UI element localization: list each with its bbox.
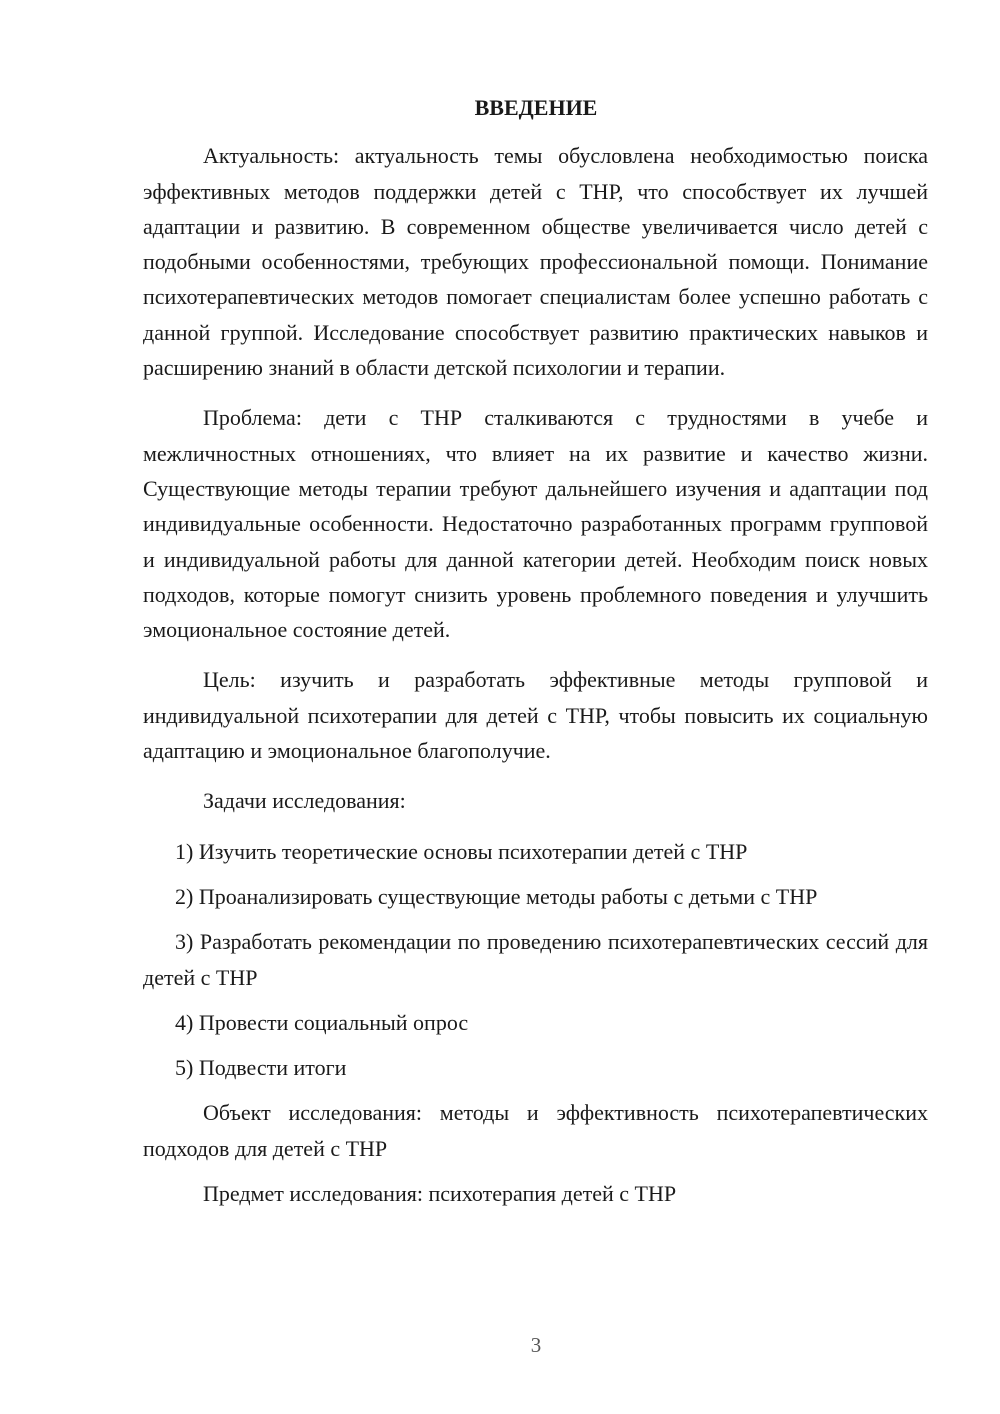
task-item: 4) Провести социальный опрос: [175, 1009, 469, 1035]
task-item: 5) Подвести итоги: [175, 1055, 347, 1081]
problem-paragraph: Проблема: дети с ТНР сталкиваются с трудностями в учебе и межличностных отношениях, что влияет на их развитие и качество жизни. Существующие методы терапии требуют дальнейшего изучения и адаптации под индивидуальные особенности. Недостаточно разработанных программ групповой и индивидуальной работы для данной категории детей. Необходим поиск новых подходов, которые помогут снизить уровень проблемного поведения и улучшить эмоциональное состояние детей.: [143, 405, 928, 643]
page-title: ВВЕДЕНИЕ: [474, 95, 598, 120]
research-subject-paragraph: Предмет исследования: психотерапия детей с ТНР: [203, 1181, 677, 1207]
tasks-heading: Задачи исследования:: [203, 788, 406, 814]
research-object-paragraph: Объект исследования: методы и эффективность психотерапевтических подходов для детей с ТНР: [143, 1100, 928, 1161]
task-item: 1) Изучить теоретические основы психотерапии детей с ТНР: [175, 838, 748, 864]
page-content: [143, 90, 928, 1211]
relevance-paragraph: Актуальность: актуальность темы обусловлена необходимостью поиска эффективных методов поддержки детей с ТНР, что способствует их лучшей адаптации и развитию. В современном обществе увеличивается число детей с подобными особенностями, требующих профессиональной помощи. Понимание психотерапевтических методов помогает специалистам более успешно работать с данной группой. Исследование способствует развитию практических навыков и расширению знаний в области детской психологии и терапии.: [143, 143, 928, 381]
task-item: 2) Проанализировать существующие методы работы с детьми с ТНР: [175, 883, 818, 909]
task-item: 3) Разработать рекомендации по проведению психотерапевтических сессий для детей с ТНР: [143, 929, 928, 990]
goal-paragraph: Цель: изучить и разработать эффективные методы групповой и индивидуальной психотерапии для детей с ТНР, чтобы повысить их социальную адаптацию и эмоциональное благополучие.: [143, 667, 928, 764]
page-number: 3: [530, 1333, 542, 1357]
